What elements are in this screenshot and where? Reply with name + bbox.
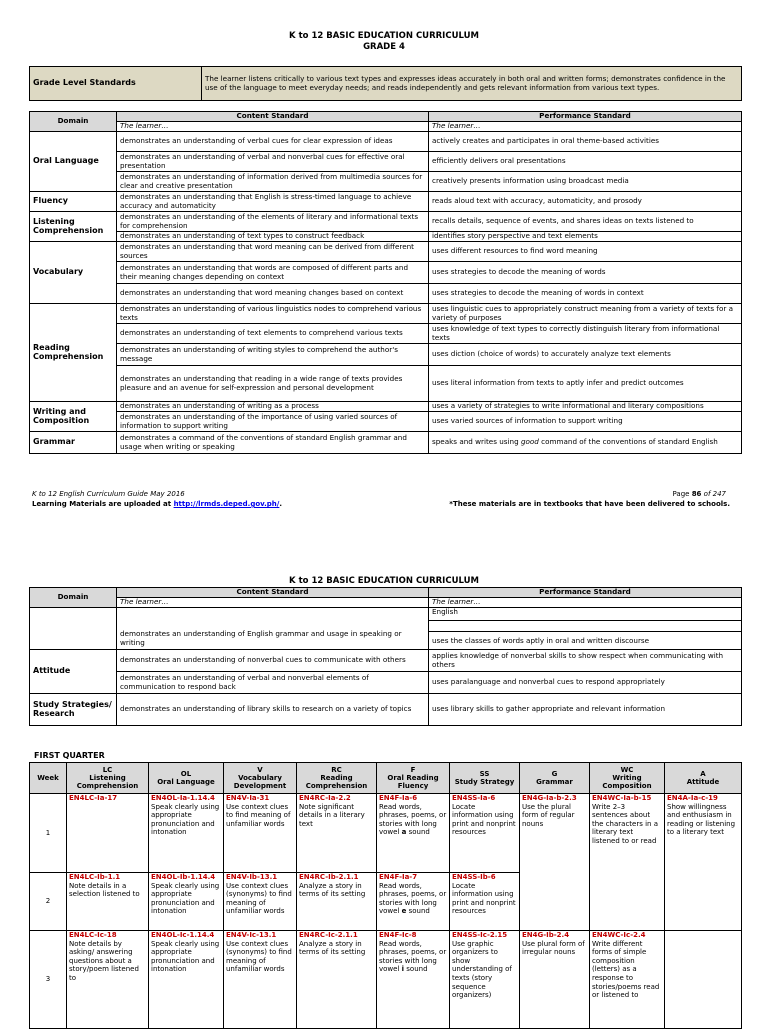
content-cell: demonstrates an understanding of library skills to research on a variety of topics xyxy=(117,694,429,726)
week-number: 1 xyxy=(30,794,67,873)
vowel-letter: e xyxy=(401,907,407,916)
quarter-title: FIRST QUARTER xyxy=(34,751,105,760)
header-name: Week xyxy=(37,774,59,782)
competency-code: EN4OL-Ib-1.14.4 xyxy=(151,873,216,881)
header-name: Oral Reading Fluency xyxy=(387,774,439,790)
quarter-header-9 xyxy=(665,763,742,794)
quarter-header-4 xyxy=(297,763,377,794)
competency-cell-lc xyxy=(67,873,149,931)
performance-cell: applies knowledge of nonverbal skills to show respect when communicating with others xyxy=(429,650,742,672)
table-row xyxy=(30,172,742,192)
content-cell: demonstrates an understanding that reading in a wide range of texts provides pleasure and an avenue for self-expression and personal development xyxy=(117,366,429,402)
gls-text: The learner listens critically to various text types and expresses ideas accurately in both oral and written forms; demonstrates confidence in the use of the language to meet everyday needs; and reads independently and gets relevant information from various text types. xyxy=(202,67,742,101)
header-name: Listening Comprehension xyxy=(76,774,139,790)
competency-cell-rc xyxy=(297,873,377,931)
header-code: G xyxy=(551,770,558,778)
content-cell: demonstrates an understanding that word meaning can be derived from different sources xyxy=(117,242,429,262)
competency-text: Locate information using print and nonprint resources xyxy=(452,881,516,916)
content-cell: demonstrates an understanding of the importance of using varied sources of information to support writing xyxy=(117,412,429,432)
content-cell: demonstrates an understanding that word meaning changes based on context xyxy=(117,284,429,304)
table-row xyxy=(30,412,742,432)
blank-row xyxy=(429,621,741,632)
vowel-letter: a xyxy=(401,828,407,837)
quarter-header-5 xyxy=(377,763,450,794)
content-cell: demonstrates an understanding that English is stress-timed language to achieve accuracy and automaticity xyxy=(117,192,429,212)
week-number: 3 xyxy=(30,931,67,1029)
domain-cell: Grammar xyxy=(30,432,117,454)
competency-cell-f xyxy=(377,794,450,873)
table-row xyxy=(30,132,742,152)
page-pre: Page xyxy=(672,490,692,498)
competency-text: Locate information using print and nonprint resources xyxy=(452,802,516,837)
table-row xyxy=(30,650,742,672)
standards-table-1 xyxy=(29,111,742,454)
content-learner: The learner… xyxy=(117,122,429,132)
competency-text: Read words, phrases, poems, or stories with long vowel xyxy=(379,939,447,974)
competency-text: Use the plural form of regular nouns xyxy=(522,802,575,828)
competency-code: EN4SS-Ib-6 xyxy=(452,873,496,881)
performance-cell: uses diction (choice of words) to accurately analyze text elements xyxy=(429,344,742,366)
table-row xyxy=(30,304,742,324)
competency-text: Speak clearly using appropriate pronunciation and intonation xyxy=(151,939,220,974)
competency-text: Read words, phrases, poems, or stories with long vowel xyxy=(379,881,447,916)
footer-guide: K to 12 English Curriculum Guide May 2016 xyxy=(32,490,185,498)
content-cell: demonstrates an understanding of text elements to comprehend various texts xyxy=(117,324,429,344)
competency-text: Note details in a selection listened to xyxy=(69,881,140,899)
competency-cell-wc xyxy=(590,931,665,1029)
content-cell: demonstrates an understanding of nonverbal cues to communicate with others xyxy=(117,650,429,672)
header-code: F xyxy=(410,766,416,774)
content-cell: demonstrates an understanding that words are composed of different parts and their meaning changes depending on context xyxy=(117,262,429,284)
competency-text: Show willingness and enthusiasm in reading or listening to a literary text xyxy=(667,802,736,837)
competency-code: EN4SS-Ic-2.15 xyxy=(452,931,508,939)
domain-cell: Vocabulary xyxy=(30,242,117,304)
footer-page-number xyxy=(673,490,726,499)
content-cell: demonstrates an understanding of text types to construct feedback xyxy=(117,232,429,242)
competency-text-post: sound xyxy=(404,965,428,974)
competency-cell-v xyxy=(224,931,297,1029)
competency-cell-f xyxy=(377,873,450,931)
competency-code: EN4RC-Ia-2.2 xyxy=(299,794,351,802)
table-row xyxy=(30,242,742,262)
competency-cell-v xyxy=(224,794,297,873)
competency-text: Use graphic organizers to show understanding of texts (story sequence organizers) xyxy=(452,939,512,1000)
content-cell: demonstrates an understanding of English grammar and usage in speaking or writing xyxy=(117,608,429,650)
page-post: of 247 xyxy=(701,490,726,498)
domain-cell: Fluency xyxy=(30,192,117,212)
page-num: 86 xyxy=(691,490,702,498)
quarter-header-2 xyxy=(149,763,224,794)
header-name: Reading Comprehension xyxy=(305,774,368,790)
gls-label: Grade Level Standards xyxy=(30,67,202,101)
competency-text: Analyze a story in terms of its setting xyxy=(299,881,366,899)
competency-text: Write different forms of simple composition (letters) as a response to stories/poems read or listened to xyxy=(592,939,660,1000)
competency-cell-ss xyxy=(450,931,520,1029)
content-standard-header: Content Standard xyxy=(117,588,429,598)
competency-text: Analyze a story in terms of its setting xyxy=(299,939,366,957)
competency-cell-ss xyxy=(450,794,520,873)
header-code: WC xyxy=(620,766,634,774)
table-row xyxy=(30,232,742,242)
table-row xyxy=(30,324,742,344)
competency-cell-v xyxy=(224,873,297,931)
week-row xyxy=(30,794,742,873)
footer-note: *These materials are in textbooks that have been delivered to schools. xyxy=(449,500,730,508)
competency-code: EN4RC-Ic-2.1.1 xyxy=(299,931,358,939)
header-code: SS xyxy=(479,770,490,778)
performance-cell: uses linguistic cues to appropriately construct meaning from a variety of texts for a variety of purposes xyxy=(429,304,742,324)
table-row xyxy=(30,212,742,232)
content-cell: demonstrates an understanding of writing as a process xyxy=(117,402,429,412)
header-code: V xyxy=(257,766,263,774)
lrmds-link[interactable]: http://lrmds.deped.gov.ph/ xyxy=(173,500,280,508)
competency-code: EN4WC-Ia-b-15 xyxy=(592,794,652,802)
performance-cell: recalls details, sequence of events, and shares ideas on texts listened to xyxy=(429,212,742,232)
performance-cell: actively creates and participates in oral theme-based activities xyxy=(429,132,742,152)
header-name: Grammar xyxy=(536,778,573,786)
performance-cell: uses library skills to gather appropriate and relevant information xyxy=(429,694,742,726)
content-cell: demonstrates an understanding of the elements of literary and informational texts for comprehension xyxy=(117,212,429,232)
quarter-header-6 xyxy=(450,763,520,794)
performance-learner: The learner… xyxy=(429,122,742,132)
competency-cell-f xyxy=(377,931,450,1029)
competency-code: EN4V-Ic-13.1 xyxy=(226,931,277,939)
competency-code: EN4RC-Ib-2.1.1 xyxy=(299,873,359,881)
grade-level-standards xyxy=(29,66,742,101)
competency-text: Use plural form of irregular nouns xyxy=(522,939,585,957)
perf-post: command of the conventions of standard English xyxy=(538,437,718,447)
performance-cell: uses paralanguage and nonverbal cues to respond appropriately xyxy=(429,672,742,694)
competency-cell-ol xyxy=(149,873,224,931)
competency-code: EN4F-Ia-6 xyxy=(379,794,418,802)
performance-cell: uses a variety of strategies to write informational and literary compositions xyxy=(429,402,742,412)
performance-cell xyxy=(429,608,742,650)
performance-cell: uses knowledge of text types to correctly distinguish literary from informational texts xyxy=(429,324,742,344)
competency-text: Write 2–3 sentences about the characters in a literary text listened to or read xyxy=(592,802,659,845)
performance-cell: reads aloud text with accuracy, automaticity, and prosody xyxy=(429,192,742,212)
table-row xyxy=(30,284,742,304)
competency-code: EN4F-Ia-7 xyxy=(379,873,418,881)
competency-text: Use context clues (synonyms) to find meaning of unfamiliar words xyxy=(226,939,292,974)
competency-code: EN4WC-Ic-2.4 xyxy=(592,931,646,939)
competency-code: EN4LC-Ib-1.1 xyxy=(69,873,121,881)
domain-cell: Oral Language xyxy=(30,132,117,192)
footer-learning-materials xyxy=(32,500,282,509)
competency-text: Speak clearly using appropriate pronunciation and intonation xyxy=(151,802,220,837)
header-name: Writing Composition xyxy=(602,774,652,790)
competency-cell-g xyxy=(520,931,590,1029)
first-quarter-table xyxy=(29,762,742,1029)
content-learner: The learner… xyxy=(117,598,429,608)
domain-cell: Listening Comprehension xyxy=(30,212,117,242)
performance-learner: The learner… xyxy=(429,598,742,608)
competency-cell-lc xyxy=(67,931,149,1029)
performance-standard-header: Performance Standard xyxy=(429,588,742,598)
competency-code: EN4A-Ia-c-19 xyxy=(667,794,718,802)
competency-text: Read words, phrases, poems, or stories with long vowel xyxy=(379,802,447,837)
table-row xyxy=(30,694,742,726)
table-row xyxy=(30,366,742,402)
competency-code: EN4V-Ia-31 xyxy=(226,794,270,802)
content-standard-header: Content Standard xyxy=(117,112,429,122)
quarter-header-0 xyxy=(30,763,67,794)
competency-code: EN4G-Ib-2.4 xyxy=(522,931,570,939)
domain-cell: Study Strategies/ Research xyxy=(30,694,117,726)
content-cell: demonstrates an understanding of verbal cues for clear expression of ideas xyxy=(117,132,429,152)
quarter-header-row xyxy=(30,763,742,794)
competency-cell-g xyxy=(520,794,590,931)
competency-code: EN4G-Ia-b-2.3 xyxy=(522,794,577,802)
quarter-header-1 xyxy=(67,763,149,794)
doc-title-2: K to 12 BASIC EDUCATION CURRICULUM xyxy=(289,576,479,586)
header-code: LC xyxy=(102,766,113,774)
footer-lm-pre: Learning Materials are uploaded at xyxy=(32,500,174,508)
perf-pre: speaks and writes using xyxy=(432,437,521,447)
competency-text: Note significant details in a literary text xyxy=(299,802,365,828)
competency-cell-lc xyxy=(67,794,149,873)
table-row xyxy=(30,344,742,366)
table-row xyxy=(30,402,742,412)
competency-code: EN4OL-Ic-1.14.4 xyxy=(151,931,215,939)
competency-cell-ol xyxy=(149,931,224,1029)
doc-title: K to 12 BASIC EDUCATION CURRICULUM xyxy=(289,31,479,41)
content-cell: demonstrates a command of the conventions of standard English grammar and usage when writing or speaking xyxy=(117,432,429,454)
header-name: Attitude xyxy=(686,778,720,786)
week-number: 2 xyxy=(30,873,67,931)
perf-emphasis: good xyxy=(520,437,539,447)
domain-cell: Writing and Composition xyxy=(30,402,117,432)
grade-title: GRADE 4 xyxy=(363,42,405,52)
performance-standard-header: Performance Standard xyxy=(429,112,742,122)
footer-lm-post: . xyxy=(279,500,283,508)
quarter-header-3 xyxy=(224,763,297,794)
table-row xyxy=(30,262,742,284)
content-cell: demonstrates an understanding of verbal and nonverbal elements of communication to respond back xyxy=(117,672,429,694)
competency-cell-ol xyxy=(149,794,224,873)
competency-cell-wc xyxy=(590,794,665,931)
performance-cell: identifies story perspective and text elements xyxy=(429,232,742,242)
performance-text: uses the classes of words aptly in oral and written discourse xyxy=(432,636,650,645)
performance-cell: uses different resources to find word meaning xyxy=(429,242,742,262)
domain-cell xyxy=(30,608,117,650)
performance-cell: uses varied sources of information to support writing xyxy=(429,412,742,432)
competency-text: Use context clues (synonyms) to find meaning of unfamiliar words xyxy=(226,881,292,916)
competency-code: EN4V-Ib-13.1 xyxy=(226,873,278,881)
performance-cell: uses literal information from texts to aptly infer and predict outcomes xyxy=(429,366,742,402)
content-cell: demonstrates an understanding of writing styles to comprehend the author's message xyxy=(117,344,429,366)
performance-cell: efficiently delivers oral presentations xyxy=(429,152,742,172)
competency-code: EN4LC-Ia-17 xyxy=(69,794,118,802)
content-cell: demonstrates an understanding of verbal and nonverbal cues for effective oral presentation xyxy=(117,152,429,172)
competency-code: EN4F-Ic-8 xyxy=(379,931,417,939)
vowel-letter: i xyxy=(401,965,405,974)
competency-code: EN4OL-Ia-1.14.4 xyxy=(151,794,215,802)
week-row xyxy=(30,931,742,1029)
table-row xyxy=(30,152,742,172)
competency-code: EN4LC-Ic-18 xyxy=(69,931,117,939)
quarter-header-8 xyxy=(590,763,665,794)
domain-header: Domain xyxy=(30,112,117,132)
performance-cell: uses strategies to decode the meaning of words in context xyxy=(429,284,742,304)
table-row xyxy=(30,608,742,650)
competency-cell-a xyxy=(665,794,742,931)
competency-cell-rc xyxy=(297,931,377,1029)
domain-header: Domain xyxy=(30,588,117,608)
header-name: Oral Language xyxy=(157,778,215,786)
competency-text: Use context clues to find meaning of unfamiliar words xyxy=(226,802,291,828)
quarter-header-7 xyxy=(520,763,590,794)
competency-cell-rc xyxy=(297,794,377,873)
performance-cell: creatively presents information using broadcast media xyxy=(429,172,742,192)
competency-cell-ss xyxy=(450,873,520,931)
content-cell: demonstrates an understanding of information derived from multimedia sources for clear and creative presentation xyxy=(117,172,429,192)
competency-cell-a xyxy=(665,931,742,1029)
table-row xyxy=(30,672,742,694)
header-code: RC xyxy=(331,766,342,774)
domain-cell: Attitude xyxy=(30,650,117,694)
performance-cell: uses strategies to decode the meaning of words xyxy=(429,262,742,284)
performance-cell xyxy=(429,432,742,454)
content-cell: demonstrates an understanding of various linguistics nodes to comprehend various texts xyxy=(117,304,429,324)
header-code: OL xyxy=(180,770,192,778)
english-label: English xyxy=(429,608,741,621)
competency-text: Speak clearly using appropriate pronunciation and intonation xyxy=(151,881,220,916)
table-row xyxy=(30,192,742,212)
domain-cell: Reading Comprehension xyxy=(30,304,117,402)
header-code: A xyxy=(700,770,706,778)
competency-text-post: sound xyxy=(406,907,430,916)
header-name: Vocabulary Development xyxy=(233,774,287,790)
competency-text: Note details by asking/ answering questions about a story/poem listened to xyxy=(69,939,139,982)
competency-text-post: sound xyxy=(406,828,430,837)
competency-code: EN4SS-Ia-6 xyxy=(452,794,496,802)
header-name: Study Strategy xyxy=(454,778,515,786)
table-row xyxy=(30,432,742,454)
standards-table-2 xyxy=(29,587,742,726)
